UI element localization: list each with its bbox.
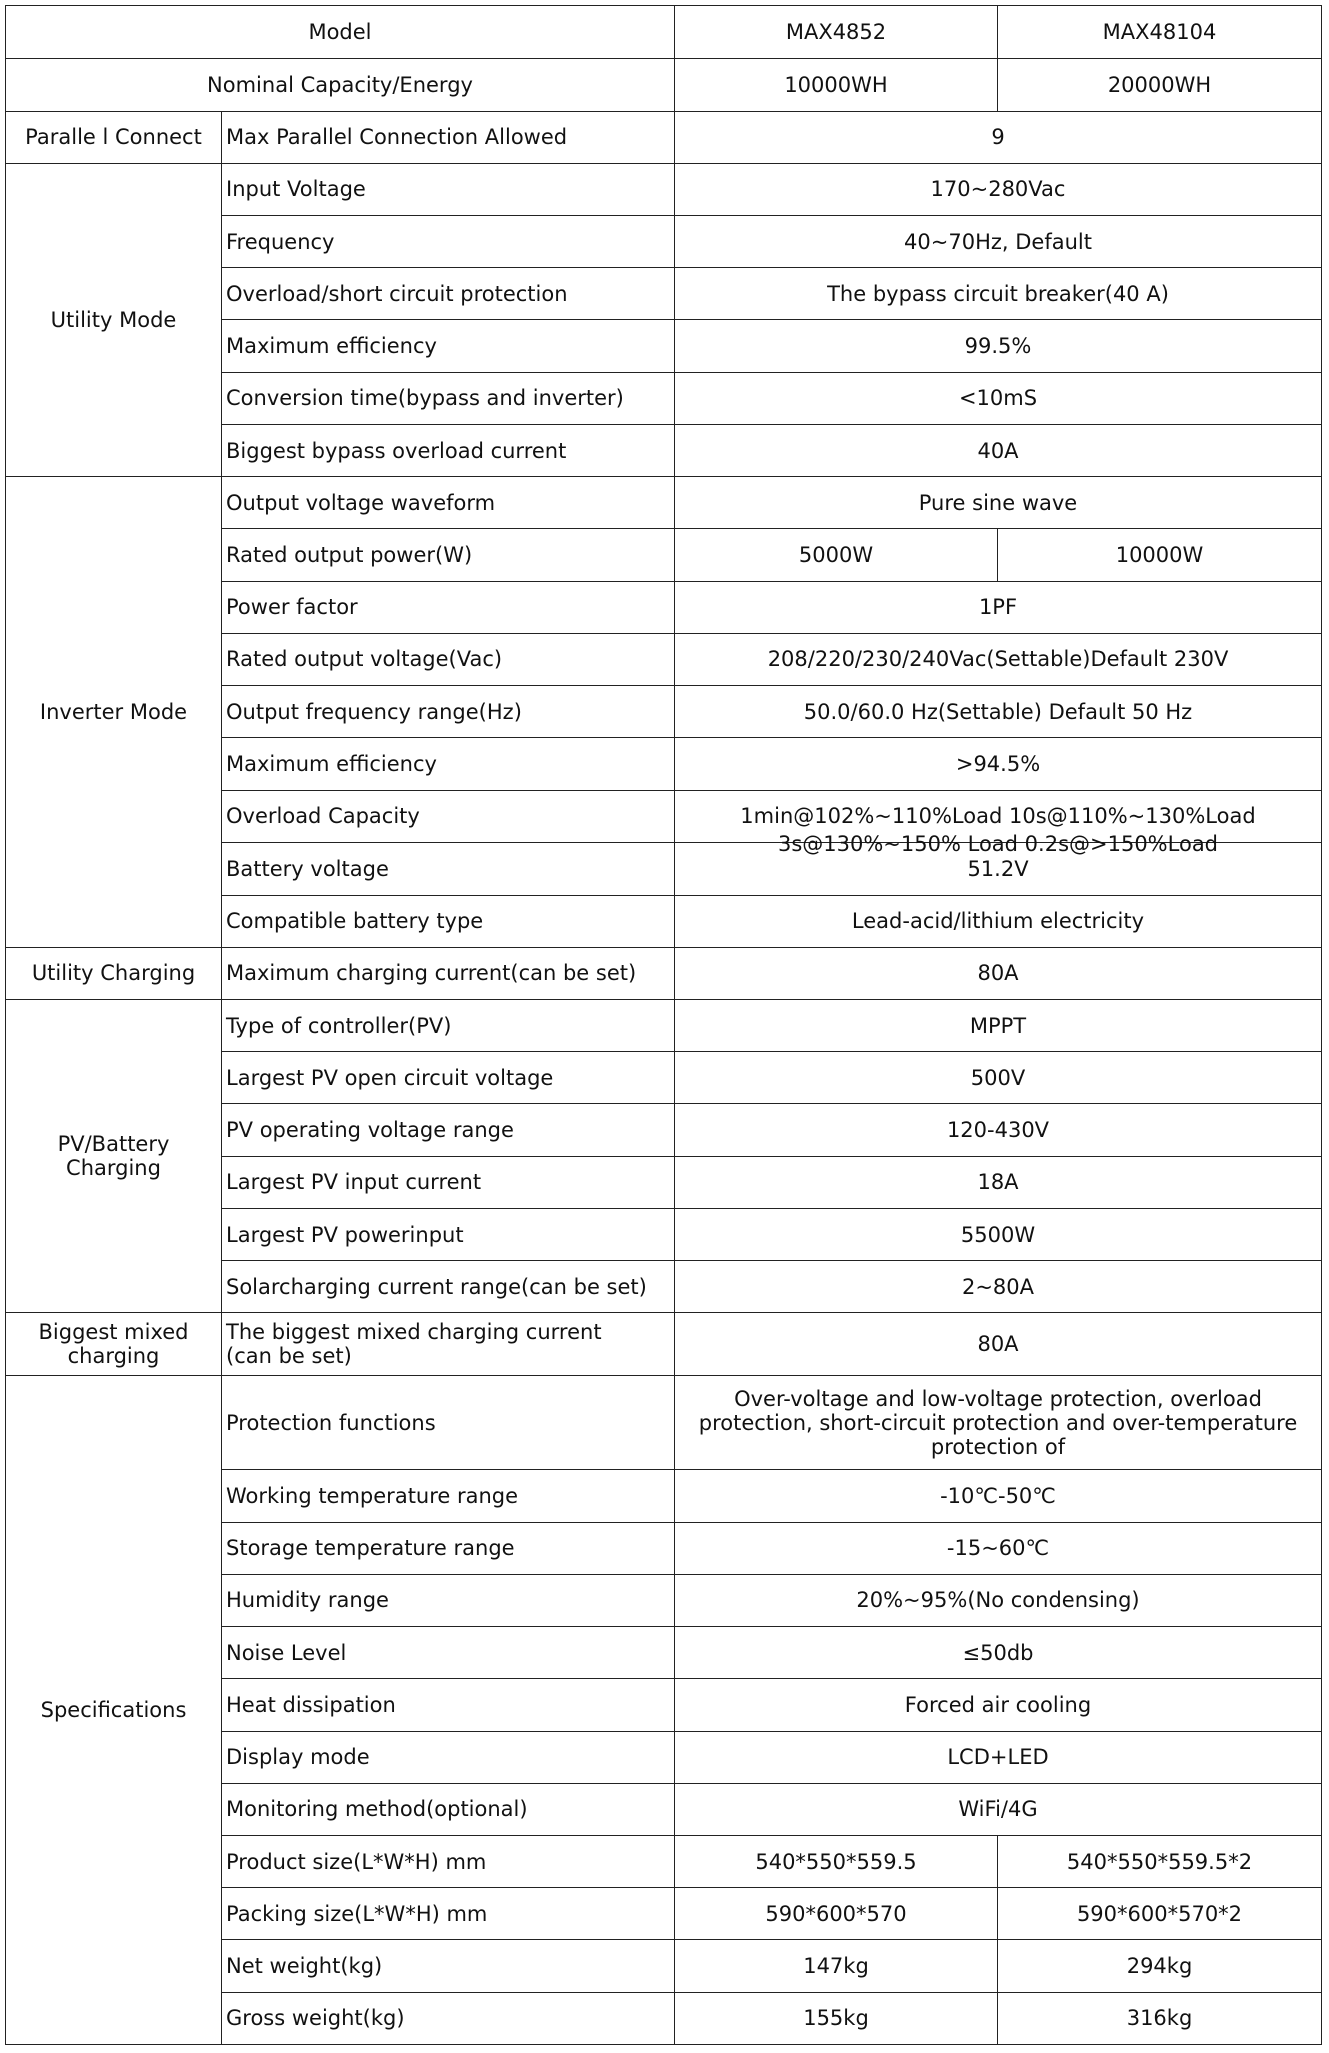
value-cell: ≤50db: [675, 1627, 1322, 1679]
value-cell: 51.2V: [675, 843, 1322, 895]
value-cell: 155kg: [675, 1992, 998, 2044]
value-cell: MPPT: [675, 1000, 1322, 1052]
param-label: Max Parallel Connection Allowed: [222, 111, 675, 163]
value-cell: Forced air cooling: [675, 1679, 1322, 1731]
value-cell: 170~280Vac: [675, 163, 1322, 215]
param-label: Protection functions: [222, 1376, 675, 1470]
param-label: Input Voltage: [222, 163, 675, 215]
value-cell: <10mS: [675, 372, 1322, 424]
value-cell: 20%~95%(No condensing): [675, 1574, 1322, 1626]
value-cell: >94.5%: [675, 738, 1322, 790]
param-label: Heat dissipation: [222, 1679, 675, 1731]
capacity-value-1: 10000WH: [675, 58, 998, 111]
param-label: Working temperature range: [222, 1470, 675, 1522]
param-label: Power factor: [222, 581, 675, 633]
param-label: Overload Capacity: [222, 790, 675, 843]
table-row: [6, 947, 1322, 999]
param-label: Maximum efficiency: [222, 320, 675, 372]
table-row: [6, 1313, 1322, 1376]
param-label: Largest PV input current: [222, 1156, 675, 1208]
section-label: Specifications: [6, 1376, 222, 2045]
section-label: Biggest mixed charging: [6, 1313, 222, 1376]
value-cell: 316kg: [998, 1992, 1322, 2044]
value-cell: 590*600*570*2: [998, 1888, 1322, 1940]
param-label: The biggest mixed charging current (can be set): [222, 1313, 675, 1376]
param-label: Battery voltage: [222, 843, 675, 895]
value-cell: 80A: [675, 947, 1322, 999]
param-label: Maximum efficiency: [222, 738, 675, 790]
param-label: Conversion time(bypass and inverter): [222, 372, 675, 424]
section-label: Inverter Mode: [6, 477, 222, 948]
table-row: [6, 6, 1322, 59]
value-cell: The bypass circuit breaker(40 A): [675, 268, 1322, 320]
value-cell: 120-430V: [675, 1104, 1322, 1156]
capacity-label: Nominal Capacity/Energy: [6, 58, 675, 111]
param-label: Largest PV powerinput: [222, 1208, 675, 1260]
value-cell: 1PF: [675, 581, 1322, 633]
value-cell: 147kg: [675, 1940, 998, 1992]
value-cell: 5500W: [675, 1208, 1322, 1260]
param-label: Humidity range: [222, 1574, 675, 1626]
param-label: Rated output power(W): [222, 529, 675, 581]
param-label: Frequency: [222, 215, 675, 267]
value-cell: 18A: [675, 1156, 1322, 1208]
section-label: Paralle l Connect: [6, 111, 222, 163]
capacity-value-2: 20000WH: [998, 58, 1322, 111]
value-cell: 50.0/60.0 Hz(Settable) Default 50 Hz: [675, 686, 1322, 738]
model-label: Model: [6, 6, 675, 59]
value-cell: 2~80A: [675, 1261, 1322, 1313]
param-label: Noise Level: [222, 1627, 675, 1679]
param-label: Packing size(L*W*H) mm: [222, 1888, 675, 1940]
table-row: [6, 111, 1322, 163]
table-row: [6, 1376, 1322, 1470]
spec-table: [5, 5, 1322, 2045]
model-max4852: MAX4852: [675, 6, 998, 59]
param-label: Gross weight(kg): [222, 1992, 675, 2044]
value-cell: 540*550*559.5*2: [998, 1836, 1322, 1888]
value-cell: 99.5%: [675, 320, 1322, 372]
value-cell: LCD+LED: [675, 1731, 1322, 1783]
value-cell: 40A: [675, 424, 1322, 476]
param-label: Product size(L*W*H) mm: [222, 1836, 675, 1888]
param-label: Output voltage waveform: [222, 477, 675, 529]
param-label: Net weight(kg): [222, 1940, 675, 1992]
value-cell: 80A: [675, 1313, 1322, 1376]
param-label: PV operating voltage range: [222, 1104, 675, 1156]
table-row: [6, 163, 1322, 215]
param-label: Rated output voltage(Vac): [222, 633, 675, 685]
param-label: Biggest bypass overload current: [222, 424, 675, 476]
table-row: [6, 1000, 1322, 1052]
value-cell: 9: [675, 111, 1322, 163]
value-cell: 294kg: [998, 1940, 1322, 1992]
param-label: Monitoring method(optional): [222, 1783, 675, 1835]
param-label: Type of controller(PV): [222, 1000, 675, 1052]
param-label: Overload/short circuit protection: [222, 268, 675, 320]
model-max48104: MAX48104: [998, 6, 1322, 59]
param-label: Display mode: [222, 1731, 675, 1783]
param-label: Output frequency range(Hz): [222, 686, 675, 738]
value-cell: 590*600*570: [675, 1888, 998, 1940]
value-cell: Over-voltage and low-voltage protection, overload protection, short-circuit protection and over-temperature protection of: [675, 1376, 1322, 1470]
value-cell: WiFi/4G: [675, 1783, 1322, 1835]
section-label: Utility Mode: [6, 163, 222, 476]
value-cell: 500V: [675, 1052, 1322, 1104]
value-cell: 40~70Hz, Default: [675, 215, 1322, 267]
param-label: Largest PV open circuit voltage: [222, 1052, 675, 1104]
value-cell: -10℃-50℃: [675, 1470, 1322, 1522]
section-label: Utility Charging: [6, 947, 222, 999]
value-cell: 540*550*559.5: [675, 1836, 998, 1888]
table-row: [6, 477, 1322, 529]
value-cell: Pure sine wave: [675, 477, 1322, 529]
param-label: Compatible battery type: [222, 895, 675, 947]
value-cell: 208/220/230/240Vac(Settable)Default 230V: [675, 633, 1322, 685]
param-label: Maximum charging current(can be set): [222, 947, 675, 999]
param-label: Storage temperature range: [222, 1522, 675, 1574]
value-cell: Lead-acid/lithium electricity: [675, 895, 1322, 947]
value-cell: 10000W: [998, 529, 1322, 581]
value-cell: -15~60℃: [675, 1522, 1322, 1574]
section-label: PV/Battery Charging: [6, 1000, 222, 1313]
table-row: [6, 58, 1322, 111]
param-label: Solarcharging current range(can be set): [222, 1261, 675, 1313]
value-cell: 5000W: [675, 529, 998, 581]
value-cell: [675, 790, 1322, 857]
overload-capacity-text: 1min@102%~110%Load 10s@110%~130%Load 3s@130%~150% Load 0.2s@>150%Load: [740, 804, 1256, 857]
